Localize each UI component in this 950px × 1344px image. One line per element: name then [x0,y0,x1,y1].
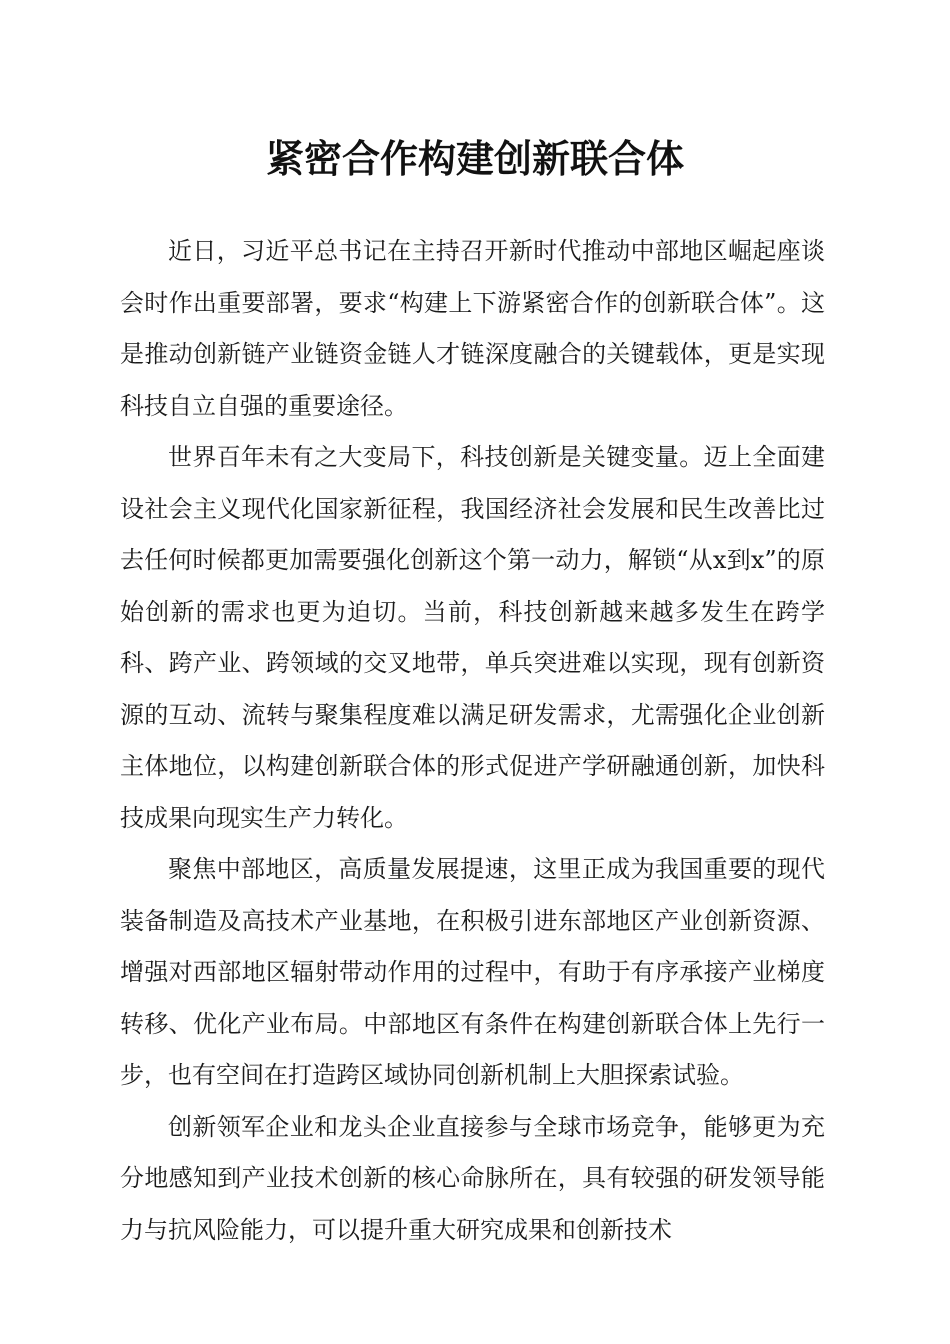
paragraph: 世界百年未有之大变局下，科技创新是关键变量。迈上全面建设社会主义现代化国家新征程，我国经济社会发展和民生改善比过去任何时候都更加需要强化创新这个第一动力，解锁“从x到x”的原始创新的需求也更为迫切。当前，科技创新越来越多发生在跨学科、跨产业、跨领域的交叉地带，单兵突进难以实现，现有创新资源的互动、流转与聚集程度难以满足研发需求，尤需强化企业创新主体地位，以构建创新联合体的形式促进产学研融通创新，加快科技成果向现实生产力转化。 [120,443,825,832]
paragraph: 聚焦中部地区，高质量发展提速，这里正成为我国重要的现代装备制造及高技术产业基地，在积极引进东部地区产业创新资源、增强对西部地区辐射带动作用的过程中，有助于有序承接产业梯度转移、优化产业布局。中部地区有条件在构建创新联合体上先行一步，也有空间在打造跨区域协同创新机制上大胆探索试验。 [120,855,825,1089]
paragraph: 创新领军企业和龙头企业直接参与全球市场竞争，能够更为充分地感知到产业技术创新的核心命脉所在，具有较强的研发领导能力与抗风险能力，可以提升重大研究成果和创新技术 [120,1112,825,1244]
document-title: 紧密合作构建创新联合体 [265,136,684,181]
paragraph: 近日，习近平总书记在主持召开新时代推动中部地区崛起座谈会时作出重要部署，要求“构建上下游紧密合作的创新联合体”。这是推动创新链产业链资金链人才链深度融合的关键载体，更是实现科技自立自强的重要途径。 [120,237,825,420]
document-body [120,226,825,1256]
